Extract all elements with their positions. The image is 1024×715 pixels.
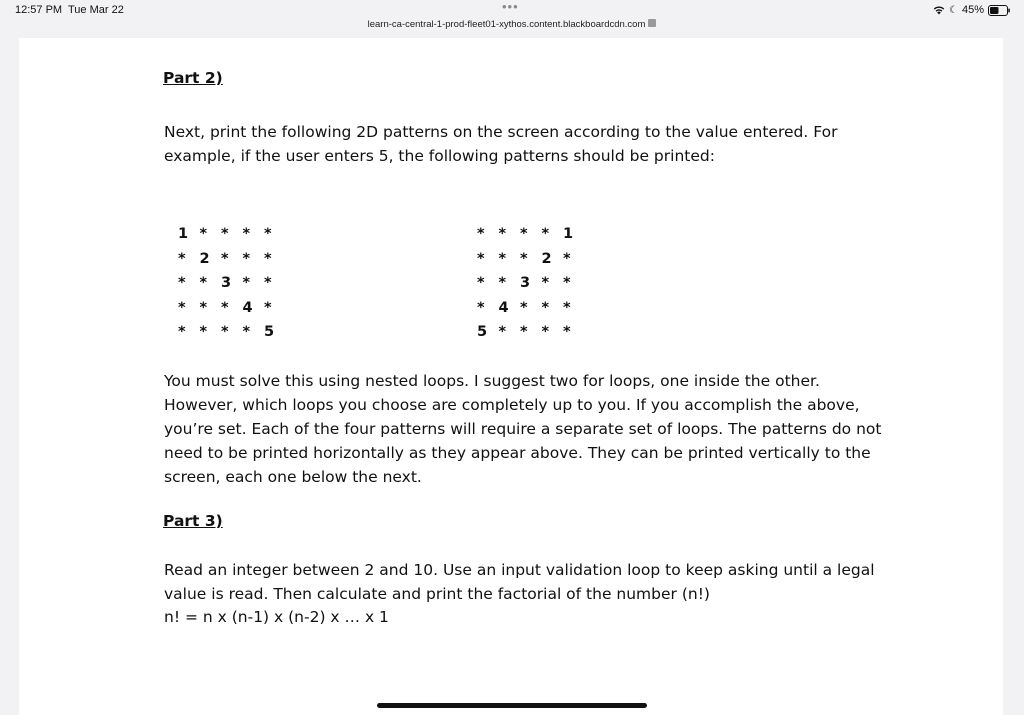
pattern-cell: * bbox=[541, 324, 550, 340]
pattern-row bbox=[178, 320, 286, 345]
pattern-cell: * bbox=[221, 250, 229, 267]
focus-moon-icon: ☾ bbox=[949, 4, 958, 16]
pattern-cell: 4 bbox=[242, 299, 253, 316]
pattern-cell: * bbox=[242, 250, 251, 267]
pattern-cell: * bbox=[541, 299, 550, 316]
pattern-row bbox=[178, 222, 286, 247]
pattern-cell: * bbox=[563, 250, 571, 267]
battery-icon bbox=[988, 5, 1010, 16]
pattern-cell: * bbox=[563, 299, 571, 316]
pattern-cell: * bbox=[477, 226, 485, 242]
pattern-cell: * bbox=[520, 250, 528, 267]
pattern-cell: * bbox=[221, 299, 229, 316]
pattern-cell: 1 bbox=[563, 226, 574, 242]
pattern-cell: * bbox=[178, 275, 186, 291]
pattern-cell: 2 bbox=[541, 250, 552, 267]
pattern-row bbox=[178, 247, 286, 272]
pattern-cell: * bbox=[498, 275, 507, 291]
pattern-cell: * bbox=[242, 275, 251, 291]
pattern-row bbox=[477, 271, 585, 296]
pattern-cell: * bbox=[178, 299, 186, 316]
pattern-cell: * bbox=[242, 324, 251, 340]
pattern-cell: * bbox=[541, 226, 550, 242]
pattern-cell: * bbox=[477, 275, 485, 291]
pattern-cell: * bbox=[178, 250, 186, 267]
pattern-cell: 3 bbox=[520, 275, 531, 291]
pattern-cell: * bbox=[178, 324, 186, 340]
pattern-cell: 1 bbox=[178, 226, 189, 242]
pattern-cell: * bbox=[498, 250, 507, 267]
pattern-cell: * bbox=[221, 324, 229, 340]
part3-formula: n! = n x (n-1) x (n-2) x … x 1 bbox=[164, 608, 389, 626]
pattern-cell: * bbox=[498, 226, 507, 242]
pattern-cell: * bbox=[199, 299, 208, 316]
system-status-icons bbox=[933, 3, 1010, 17]
pattern-cell: * bbox=[264, 250, 272, 267]
pattern-cell: * bbox=[563, 275, 571, 291]
pattern-cell: * bbox=[221, 226, 229, 242]
pattern-left bbox=[178, 222, 286, 345]
part3-heading: Part 3) bbox=[163, 512, 223, 530]
pattern-cell: * bbox=[264, 226, 272, 242]
status-date: Tue Mar 22 bbox=[68, 4, 124, 16]
pattern-cell: * bbox=[199, 324, 208, 340]
pattern-row bbox=[477, 222, 585, 247]
document-page bbox=[19, 38, 1003, 715]
pattern-cell: 5 bbox=[477, 324, 488, 340]
home-indicator[interactable] bbox=[377, 703, 647, 708]
pattern-cell: * bbox=[520, 324, 528, 340]
pattern-cell: 2 bbox=[199, 250, 210, 267]
pattern-cell: * bbox=[477, 250, 485, 267]
pattern-cell: * bbox=[199, 226, 208, 242]
part2-body: You must solve this using nested loops. I suggest two for loops, one inside the other. However, which loops you choose are completely up to you. If you accomplish the above, you’re set. Each of the four patterns will require a separate set of loops. The patterns do not need to be printed horizontally as they appear above. They can be printed vertically to the screen, each one below the next. bbox=[164, 372, 882, 486]
part3-body: Read an integer between 2 and 10. Use an input validation loop to keep asking until a legal value is read. Then calculate and print the factorial of the number (n!) bbox=[164, 561, 875, 603]
pattern-cell: * bbox=[264, 275, 272, 291]
pattern-cell: * bbox=[563, 324, 571, 340]
pattern-row bbox=[477, 247, 585, 272]
pattern-cell: 3 bbox=[221, 275, 232, 291]
pattern-right bbox=[477, 222, 585, 345]
lock-icon bbox=[648, 19, 656, 27]
pattern-row bbox=[178, 296, 286, 321]
status-bar bbox=[0, 0, 1024, 38]
pattern-cell: * bbox=[477, 299, 485, 316]
pattern-cell: * bbox=[541, 275, 550, 291]
pattern-cell: 4 bbox=[498, 299, 509, 316]
part2-heading: Part 2) bbox=[163, 69, 223, 87]
pattern-cell: * bbox=[520, 299, 528, 316]
pattern-cell: * bbox=[264, 299, 272, 316]
pattern-cell: 5 bbox=[264, 324, 275, 340]
pattern-row bbox=[178, 271, 286, 296]
wifi-icon bbox=[933, 5, 945, 15]
address-bar[interactable] bbox=[0, 19, 1024, 30]
multitasking-dots-icon[interactable]: ••• bbox=[502, 0, 519, 14]
pattern-cell: * bbox=[199, 275, 208, 291]
pattern-cell: * bbox=[520, 226, 528, 242]
battery-percent: 45% bbox=[961, 4, 984, 16]
pattern-cell: * bbox=[498, 324, 507, 340]
url-text: learn-ca-central-1-prod-fleet01-xythos.content.blackboardcdn.com bbox=[367, 19, 646, 30]
part2-intro: Next, print the following 2D patterns on the screen according to the value entered. For example, if the user enters 5, the following patterns should be printed: bbox=[164, 123, 838, 165]
pattern-cell: * bbox=[242, 226, 251, 242]
status-time: 12:57 PM bbox=[15, 4, 63, 16]
pattern-row bbox=[477, 320, 585, 345]
pattern-row bbox=[477, 296, 585, 321]
